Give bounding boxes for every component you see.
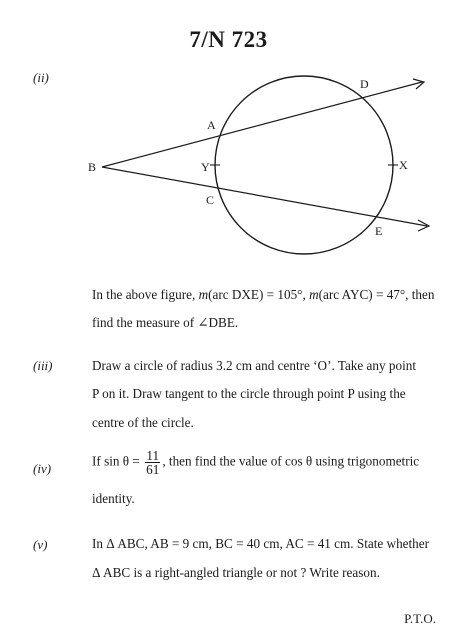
question-number-ii: (ii) <box>33 70 49 85</box>
question-number-iv: (iv) <box>33 461 52 476</box>
question-ii-line-1: In the above figure, m(arc DXE) = 105°, m(arc AYC) = 47°, then <box>92 287 435 302</box>
paper-code: 7/N 723 <box>189 27 268 52</box>
question-v-line-2: Δ ABC is a right-angled triangle or not ? Write reason. <box>92 565 380 580</box>
question-iv-line-1: If sin θ = $\frac{11}{61}$ , then find the value of cos θ using trigonometric <box>92 448 420 477</box>
question-iv-line-2: identity. <box>92 491 135 506</box>
label-c: C <box>206 193 215 207</box>
secant-bd <box>102 82 422 167</box>
question-iii-line-2: P on it. Draw tangent to the circle through point P using the <box>92 386 406 401</box>
question-v-line-1: In Δ ABC, AB = 9 cm, BC = 40 cm, AC = 41 cm. State whether <box>92 536 430 551</box>
label-y: Y <box>201 160 210 174</box>
sine-fraction <box>145 449 160 476</box>
question-number-v: (v) <box>33 537 48 552</box>
question-iii-line-1: Draw a circle of radius 3.2 cm and centre ‘O’. Take any point <box>92 358 416 373</box>
pto-label: P.T.O. <box>404 611 436 626</box>
label-e: E <box>375 224 383 238</box>
secant-be <box>102 167 427 226</box>
circle <box>215 76 393 254</box>
question-number-iii: (iii) <box>33 358 53 373</box>
label-b: B <box>88 160 97 174</box>
label-d: D <box>360 77 369 91</box>
label-x: X <box>399 158 408 172</box>
label-a: A <box>207 118 216 132</box>
fraction-numerator: 11 <box>146 448 160 463</box>
question-ii-line-2: find the measure of ∠DBE. <box>92 315 239 330</box>
fraction-denominator: 61 <box>146 462 160 477</box>
question-iii-line-3: centre of the circle. <box>92 415 194 430</box>
